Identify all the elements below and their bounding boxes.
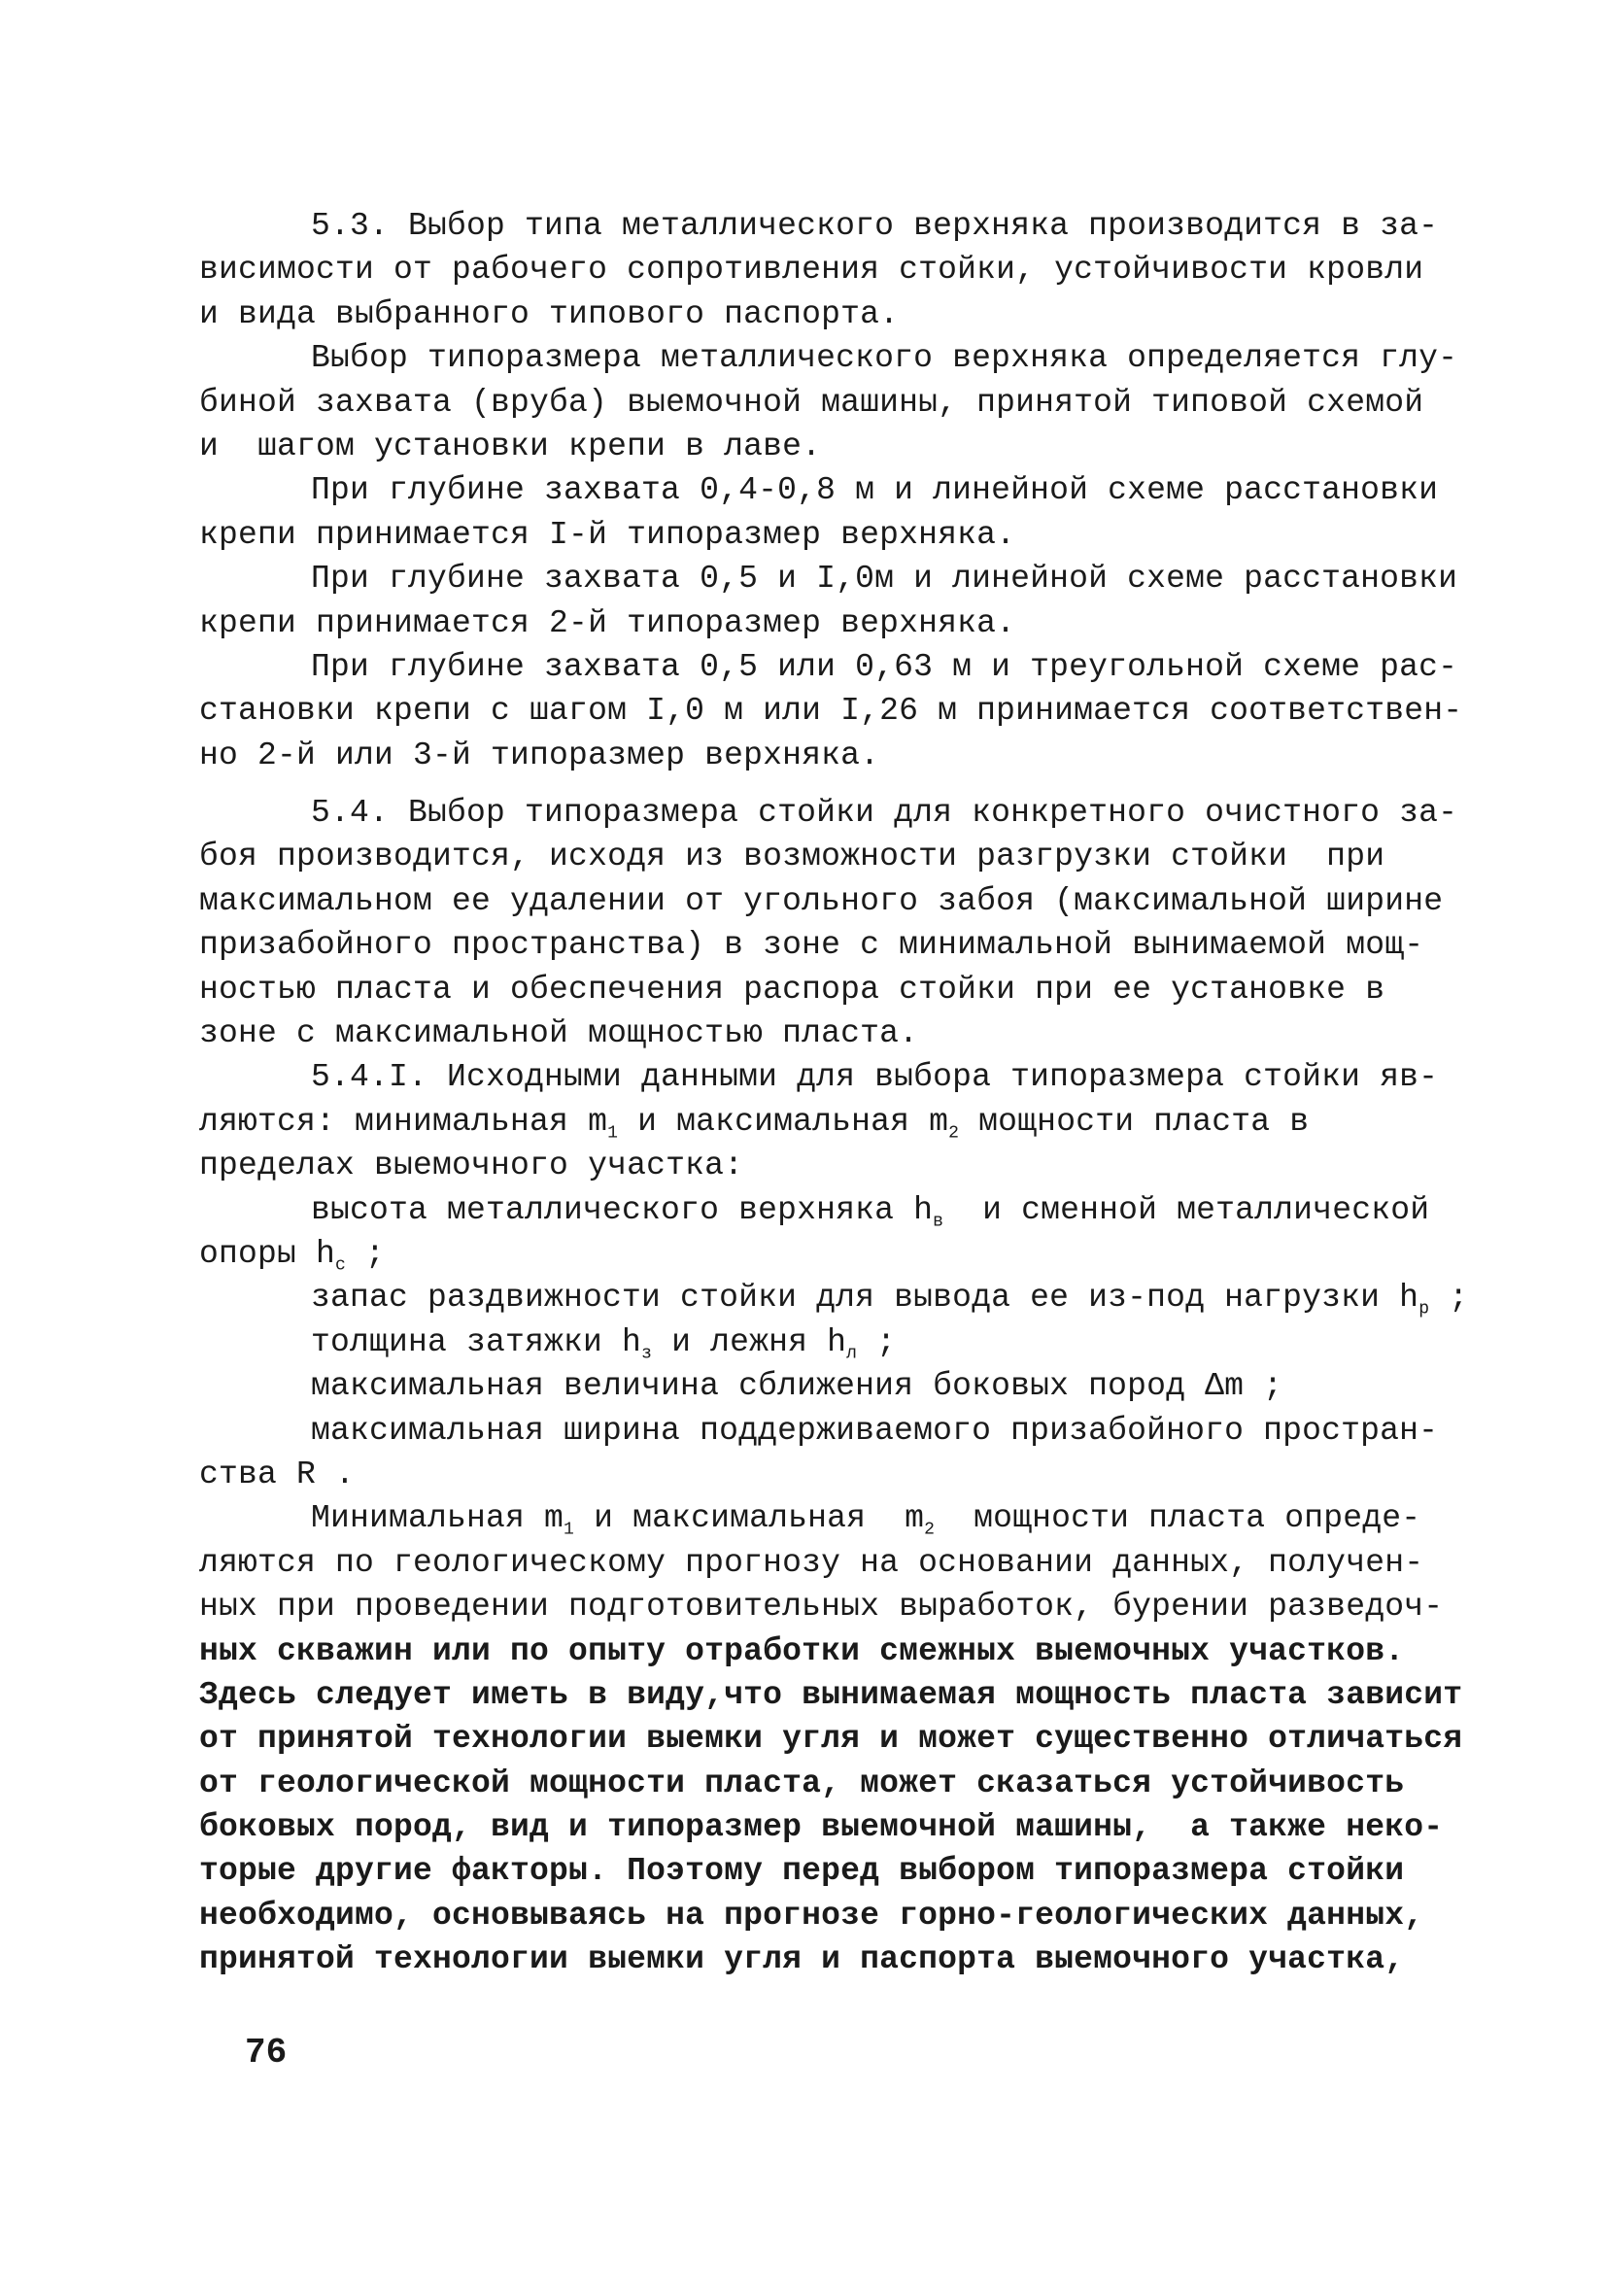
paragraph-5-4-1-line: 5.4.I. Исходными данными для выбора типоразмера стойки яв- xyxy=(311,1059,1439,1096)
paragraph-line: Здесь следует иметь в виду,что вынимаемая мощность пласта зависит xyxy=(199,1676,1463,1713)
text-run: мощности пласта опреде- xyxy=(935,1500,1421,1537)
text-run: запас раздвижности стойки для вывода ее из-под нагрузки h xyxy=(311,1280,1419,1317)
subscript: 2 xyxy=(924,1520,936,1540)
paragraph-5-4-line: ностью пласта и обеспечения распора стойки при ее установке в xyxy=(199,971,1385,1008)
page-number: 76 xyxy=(245,2033,288,2073)
text-run: мощности пласта в xyxy=(959,1103,1310,1140)
paragraph-line: ляются по геологическому прогнозу на основании данных, получен- xyxy=(199,1544,1424,1581)
subscript: 2 xyxy=(948,1123,960,1144)
paragraph-line: крепи принимается I-й типоразмер верхняка. xyxy=(199,516,1016,553)
paragraph-line: Выбор типоразмера металлического верхняка определяется глу- xyxy=(311,340,1458,377)
paragraph-5-4-line: боя производится, исходя из возможности разгрузки стойки при xyxy=(199,839,1385,875)
text-run: и максимальная m xyxy=(574,1500,925,1537)
list-item-line xyxy=(199,1232,1389,1276)
paragraph-line: необходимо, основываясь на прогнозе горно-геологических данных, xyxy=(199,1897,1424,1934)
body-text xyxy=(199,204,1469,1982)
paragraph-line: боковых пород, вид и типоразмер выемочной машины, а также неко- xyxy=(199,1809,1444,1846)
text-run: Минимальная m xyxy=(311,1500,564,1537)
list-item-line: ства R . xyxy=(199,1456,356,1492)
paragraph-line: ных скважин или по опыту отработки смежных выемочных участков. xyxy=(199,1632,1405,1669)
list-item-line: максимальная ширина поддерживаемого призабойного простран- xyxy=(311,1412,1439,1449)
text-run: и сменной металлической xyxy=(943,1191,1430,1228)
paragraph-5-4-1-line: пределах выемочного участка: xyxy=(199,1148,744,1184)
list-item-line xyxy=(199,1276,1469,1319)
paragraph-line: биной захвата (вруба) выемочной машины, принятой типовой схемой xyxy=(199,384,1424,421)
paragraph-line: становки крепи с шагом I,0 м или I,26 м принимается соответствен- xyxy=(199,693,1463,730)
paragraph-line: от геологической мощности пласта, может сказаться устойчивость xyxy=(199,1765,1405,1801)
paragraph-line: торые другие факторы. Поэтому перед выбором типоразмера стойки xyxy=(199,1853,1405,1890)
list-item-line xyxy=(199,1188,1430,1232)
paragraph-line: При глубине захвата 0,5 или 0,63 м и треугольной схеме рас- xyxy=(311,648,1458,685)
paragraph-5-3-line: висимости от рабочего сопротивления стойки, устойчивости кровли xyxy=(199,252,1424,289)
subscript: л xyxy=(846,1344,858,1364)
paragraph-line: крепи принимается 2-й типоразмер верхняка. xyxy=(199,604,1016,641)
paragraph-line: но 2-й или 3-й типоразмер верхняка. xyxy=(199,737,880,773)
paragraph-5-4-line: зоне с максимальной мощностью пласта. xyxy=(199,1015,919,1052)
paragraph-line: принятой технологии выемки угля и паспорта выемочного участка, xyxy=(199,1941,1405,1978)
paragraph-5-4-line: призабойного пространства) в зоне с минимальной вынимаемой мощ- xyxy=(199,927,1424,964)
paragraph-5-4-line: максимальном ее удалении от угольного забоя (максимальной ширине xyxy=(199,882,1444,919)
paragraph-5-3-line: 5.3. Выбор типа металлического верхняка производится в за- xyxy=(311,208,1439,244)
subscript: 1 xyxy=(564,1520,575,1540)
paragraph-line: При глубине захвата 0,4-0,8 м и линейной схеме расстановки xyxy=(311,472,1439,509)
paragraph-line xyxy=(199,1496,1421,1540)
subscript: с xyxy=(335,1255,347,1276)
text-run: ляются: минимальная m xyxy=(199,1103,608,1140)
paragraph-line: и шагом установки крепи в лаве. xyxy=(199,428,822,464)
text-run: ; xyxy=(346,1235,386,1272)
text-run: ; xyxy=(857,1323,897,1360)
subscript: з xyxy=(641,1344,653,1364)
subscript: р xyxy=(1418,1299,1430,1319)
paragraph-5-4-1-line xyxy=(199,1100,1389,1144)
text-run: опоры h xyxy=(199,1235,336,1272)
text-run: и максимальная m xyxy=(618,1103,949,1140)
subscript: 1 xyxy=(607,1123,619,1144)
paragraph-5-3-line: и вида выбранного типового паспорта. xyxy=(199,295,900,332)
paragraph-5-4-line: 5.4. Выбор типоразмера стойки для конкретного очистного за- xyxy=(311,795,1458,832)
subscript: в xyxy=(933,1212,944,1232)
text-run: высота металлического верхняка h xyxy=(311,1191,934,1228)
list-item-line: максимальная величина сближения боковых пород Δm ; xyxy=(311,1368,1283,1405)
paragraph-line: При глубине захвата 0,5 и I,0м и линейной схеме расстановки xyxy=(311,561,1458,598)
paragraph-line: ных при проведении подготовительных выработок, бурении разведоч- xyxy=(199,1589,1444,1626)
list-item-line xyxy=(199,1320,1389,1364)
text-run: ; xyxy=(1429,1280,1469,1317)
text-run: и лежня h xyxy=(652,1323,847,1360)
text-run: толщина затяжки h xyxy=(311,1323,642,1360)
paragraph-line: от принятой технологии выемки угля и может существенно отличаться xyxy=(199,1721,1463,1758)
